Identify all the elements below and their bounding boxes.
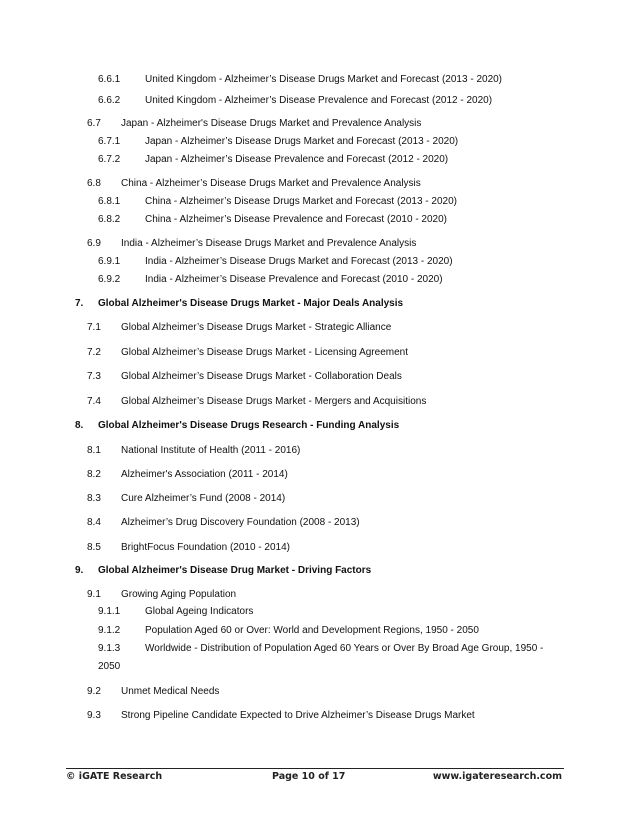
- footer-page-number: Page 10 of 17: [272, 771, 346, 782]
- toc-number: 8.2: [87, 469, 101, 480]
- toc-number: 6.9.2: [98, 274, 121, 285]
- toc-number: 8.4: [87, 517, 101, 528]
- toc-text: Global Alzheimer’s Disease Drugs Market - Collaboration Deals: [121, 371, 402, 382]
- toc-number: 6.8.2: [98, 214, 121, 225]
- toc-text: Alzheimer's Association (2011 - 2014): [121, 469, 288, 480]
- toc-number: 7.3: [87, 371, 101, 382]
- toc-text: China - Alzheimer’s Disease Prevalence and Forecast (2010 - 2020): [145, 214, 448, 225]
- toc-number: 9.: [75, 565, 84, 576]
- toc-number: 7.4: [87, 396, 101, 407]
- toc-text: National Institute of Health (2011 - 2016): [121, 445, 301, 456]
- toc-number: 9.1.2: [98, 625, 121, 636]
- toc-text: Japan - Alzheimer’s Disease Prevalence and Forecast (2012 - 2020): [145, 154, 449, 165]
- toc-number: 8.3: [87, 493, 101, 504]
- toc-text: Unmet Medical Needs: [121, 686, 220, 697]
- toc-number: 8.: [75, 420, 84, 431]
- toc-number: 9.3: [87, 710, 101, 721]
- toc-text: India - Alzheimer’s Disease Drugs Market and Forecast (2013 - 2020): [145, 256, 453, 267]
- toc-text: China - Alzheimer’s Disease Drugs Market and Forecast (2013 - 2020): [145, 196, 457, 207]
- toc-number: 7.: [75, 298, 84, 309]
- toc-text: India - Alzheimer’s Disease Prevalence and Forecast (2010 - 2020): [145, 274, 443, 285]
- footer-website: www.igateresearch.com: [432, 771, 562, 782]
- toc-text: Global Ageing Indicators: [145, 606, 254, 617]
- toc-number: 7.2: [87, 347, 101, 358]
- toc-number: 9.1.3: [98, 643, 121, 654]
- toc-text-continuation: 2050: [98, 661, 121, 672]
- toc-text: United Kingdom - Alzheimer’s Disease Drugs Market and Forecast (2013 - 2020): [145, 74, 503, 85]
- toc-number: 9.1: [87, 589, 101, 600]
- toc-number: 7.1: [87, 322, 101, 333]
- toc-text: Japan - Alzheimer’s Disease Drugs Market and Forecast (2013 - 2020): [145, 136, 459, 147]
- toc-text: Population Aged 60 or Over: World and Development Regions, 1950 - 2050: [145, 625, 479, 636]
- toc-text: China - Alzheimer’s Disease Drugs Market and Prevalence Analysis: [121, 178, 421, 189]
- toc-number: 6.6.1: [98, 74, 121, 85]
- toc-text: BrightFocus Foundation (2010 - 2014): [121, 542, 290, 553]
- toc-number: 6.7.2: [98, 154, 121, 165]
- toc-text: Japan - Alzheimer's Disease Drugs Market and Prevalence Analysis: [121, 118, 422, 129]
- toc-number: 6.8.1: [98, 196, 121, 207]
- toc-number: 6.9.1: [98, 256, 121, 267]
- toc-number: 8.1: [87, 445, 101, 456]
- toc-number: 6.7.1: [98, 136, 121, 147]
- toc-text: Cure Alzheimer’s Fund (2008 - 2014): [121, 493, 286, 504]
- toc-text: Global Alzheimer’s Disease Drugs Market - Licensing Agreement: [121, 347, 408, 358]
- toc-number: 9.2: [87, 686, 101, 697]
- toc-text: India - Alzheimer’s Disease Drugs Market and Prevalence Analysis: [121, 238, 417, 249]
- toc-text: Global Alzheimer's Disease Drug Market - Driving Factors: [98, 565, 372, 576]
- toc-text: Growing Aging Population: [121, 589, 237, 600]
- toc-text: Global Alzheimer’s Disease Drugs Market - Strategic Alliance: [121, 322, 392, 333]
- toc-number: 6.9: [87, 238, 101, 249]
- toc-text: Global Alzheimer's Disease Drugs Research - Funding Analysis: [98, 420, 400, 431]
- footer-divider: [66, 768, 564, 769]
- toc-text: Alzheimer’s Drug Discovery Foundation (2008 - 2013): [121, 517, 360, 528]
- footer-copyright: © iGATE Research: [66, 771, 163, 782]
- toc-number: 6.7: [87, 118, 101, 129]
- toc-number: 6.6.2: [98, 95, 121, 106]
- toc-number: 8.5: [87, 542, 101, 553]
- toc-text: Worldwide - Distribution of Population Aged 60 Years or Over By Broad Age Group, 1950 -: [145, 643, 544, 654]
- toc-number: 9.1.1: [98, 606, 121, 617]
- toc-text: Global Alzheimer’s Disease Drugs Market - Mergers and Acquisitions: [121, 396, 427, 407]
- toc-text: Strong Pipeline Candidate Expected to Drive Alzheimer’s Disease Drugs Market: [121, 710, 475, 721]
- toc-text: United Kingdom - Alzheimer’s Disease Prevalence and Forecast (2012 - 2020): [145, 95, 493, 106]
- toc-number: 6.8: [87, 178, 101, 189]
- toc-text: Global Alzheimer's Disease Drugs Market - Major Deals Analysis: [98, 298, 404, 309]
